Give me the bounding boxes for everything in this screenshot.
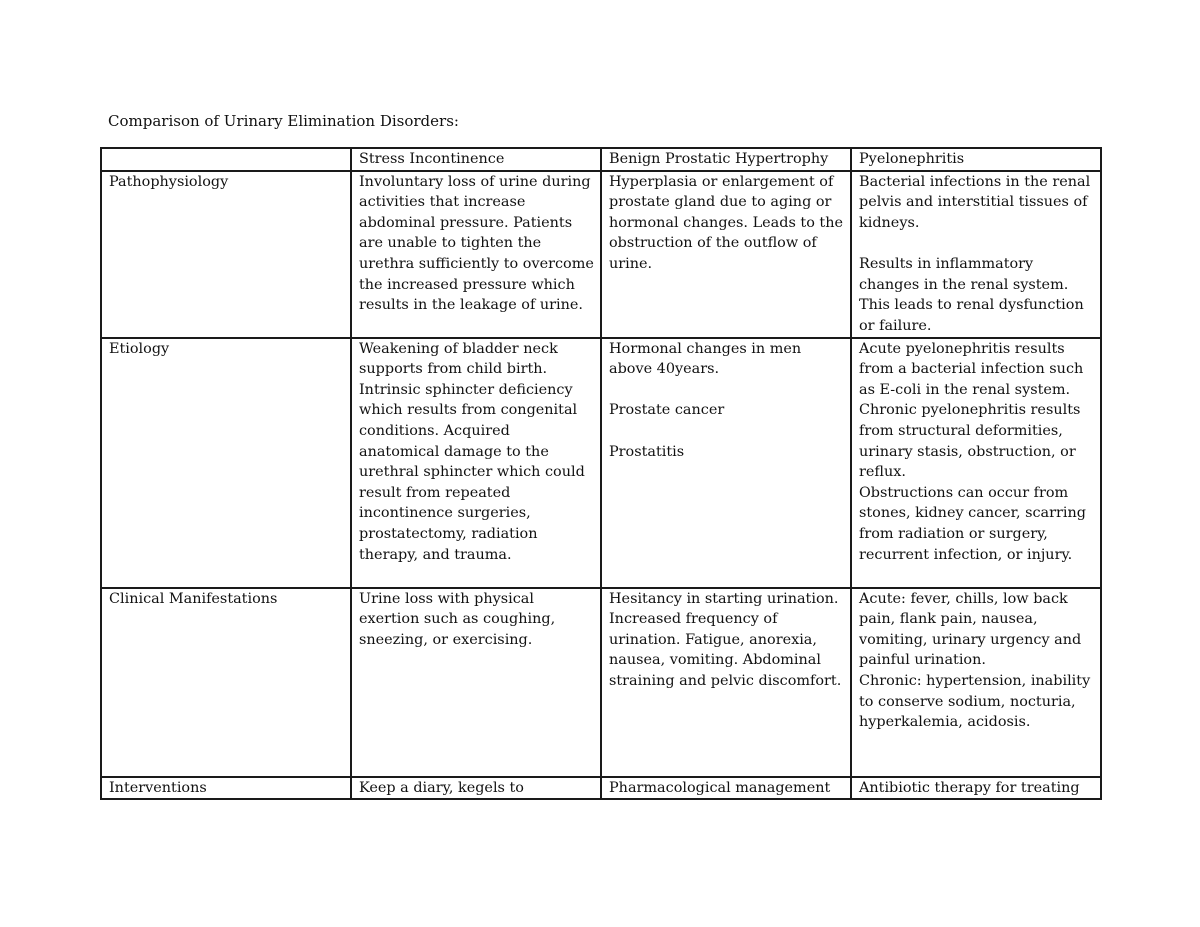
table-cell: Weakening of bladder neck supports from child birth. Intrinsic sphincter deficiency which results from congenital conditions. Acquired anatomical damage to the urethral sphincter which could result from repeated incontinence surgeries, prostatectomy, radiation therapy, and trauma. xyxy=(351,338,601,588)
row-label-cell: Clinical Manifestations xyxy=(101,588,351,777)
table-cell: Involuntary loss of urine during activities that increase abdominal pressure. Patients are unable to tighten the urethra sufficiently to overcome the increased pressure which results in the leakage of urine. xyxy=(351,171,601,338)
table-row-etiology xyxy=(101,338,1101,588)
table-cell: Bacterial infections in the renal pelvis and interstitial tissues of kidneys. Results in inflammatory changes in the renal system. This leads to renal dysfunction or failure. xyxy=(851,171,1101,338)
table-cell: Acute pyelonephritis results from a bacterial infection such as E-coli in the renal system. Chronic pyelonephritis results from structural deformities, urinary stasis, obstruction, or reflux. Obstructions can occur from stones, kidney cancer, scarring from radiation or surgery, recurrent infection, or injury. xyxy=(851,338,1101,588)
table-cell: Acute: fever, chills, low back pain, flank pain, nausea, vomiting, urinary urgency and painful urination. Chronic: hypertension, inability to conserve sodium, nocturia, hyperkalemia, acidosis. xyxy=(851,588,1101,777)
table-cell: Urine loss with physical exertion such as coughing, sneezing, or exercising. xyxy=(351,588,601,777)
table-cell: Hesitancy in starting urination. Increased frequency of urination. Fatigue, anorexia, nausea, vomiting. Abdominal straining and pelvic discomfort. xyxy=(601,588,851,777)
header-cell-empty xyxy=(101,148,351,171)
header-cell-bph: Benign Prostatic Hypertrophy xyxy=(601,148,851,171)
table-row-clinical-manifestations xyxy=(101,588,1101,777)
header-cell-pyelonephritis: Pyelonephritis xyxy=(851,148,1101,171)
table-row-interventions xyxy=(101,777,1101,800)
document-title: Comparison of Urinary Elimination Disorders: xyxy=(108,112,459,130)
row-label-cell: Pathophysiology xyxy=(101,171,351,338)
table-cell: Pharmacological management xyxy=(601,777,851,800)
comparison-table xyxy=(100,147,1102,800)
row-label-cell: Etiology xyxy=(101,338,351,588)
table-cell: Hyperplasia or enlargement of prostate gland due to aging or hormonal changes. Leads to the obstruction of the outflow of urine. xyxy=(601,171,851,338)
table-cell: Antibiotic therapy for treating xyxy=(851,777,1101,800)
header-cell-stress-incontinence: Stress Incontinence xyxy=(351,148,601,171)
table-cell: Keep a diary, kegels to xyxy=(351,777,601,800)
table-header-row xyxy=(101,148,1101,171)
row-label-cell: Interventions xyxy=(101,777,351,800)
table-row-pathophysiology xyxy=(101,171,1101,338)
table-cell: Hormonal changes in men above 40years. Prostate cancer Prostatitis xyxy=(601,338,851,588)
